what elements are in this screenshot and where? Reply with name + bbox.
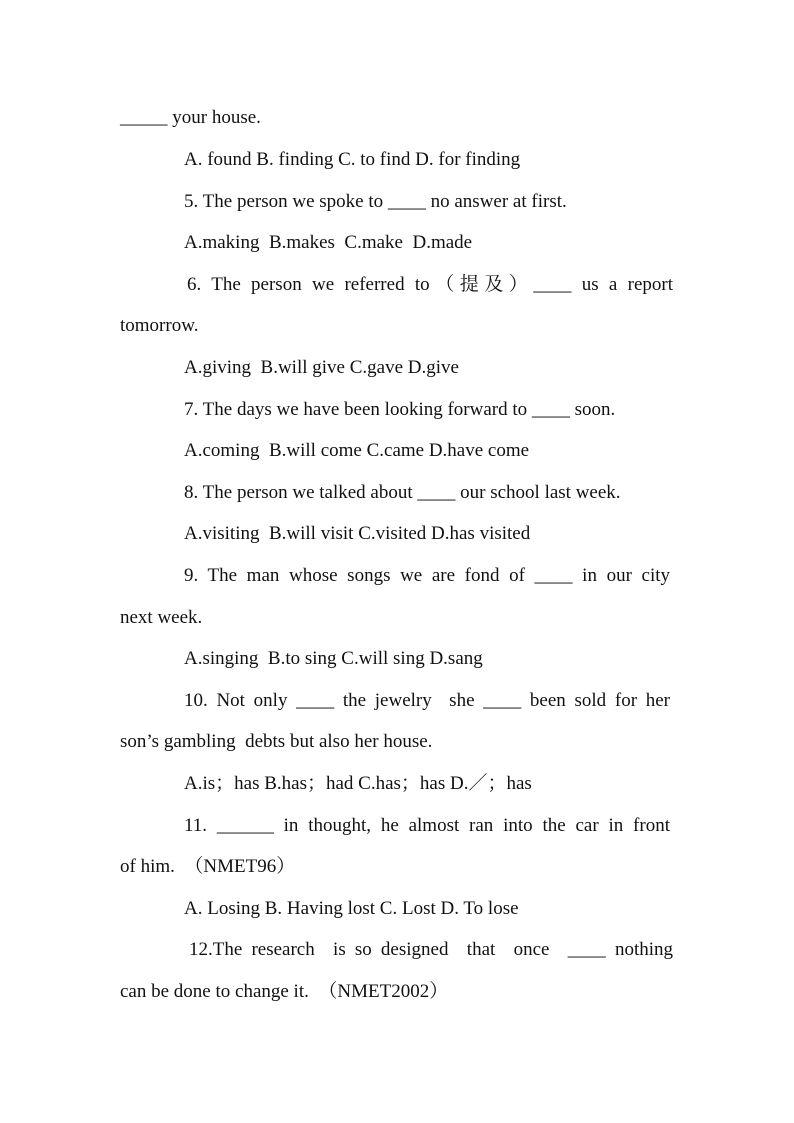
text-line: of him. （NMET96）: [120, 856, 296, 877]
question-7: 7. The days we have been looking forward to ____ soon.: [184, 399, 616, 420]
options-line: A.visiting B.will visit C.visited D.has visited: [184, 523, 531, 544]
options-line: A.making B.makes C.make D.made: [184, 232, 473, 253]
text-line: son’s gambling debts but also her house.: [120, 731, 433, 752]
options-line: A.is；has B.has；had C.has；has D.／；has: [184, 773, 532, 794]
options-line: A. Losing B. Having lost C. Lost D. To lose: [184, 898, 519, 919]
question-8: 8. The person we talked about ____ our school last week.: [184, 482, 621, 503]
options-line: A. found B. finding C. to find D. for finding: [184, 149, 521, 170]
question-10: 10. Not only ____ the jewelry she ____ been sold for her: [184, 690, 670, 711]
options-line: A.singing B.to sing C.will sing D.sang: [184, 648, 483, 669]
question-12: 12.The research is so designed that once ____ nothing: [189, 939, 673, 960]
question-11: 11. ______ in thought, he almost ran into the car in front: [184, 815, 670, 836]
text-line: _____ your house.: [120, 107, 261, 128]
question-9: 9. The man whose songs we are fond of ____ in our city: [184, 565, 670, 586]
options-line: A.giving B.will give C.gave D.give: [184, 357, 459, 378]
question-6: 6. The person we referred to（提及）____ us a report: [187, 274, 673, 295]
options-line: A.coming B.will come C.came D.have come: [184, 440, 530, 461]
question-5: 5. The person we spoke to ____ no answer at first.: [184, 191, 567, 212]
text-line: tomorrow.: [120, 315, 199, 336]
text-line: next week.: [120, 607, 203, 628]
text-line: can be done to change it. （NMET2002）: [120, 981, 449, 1002]
